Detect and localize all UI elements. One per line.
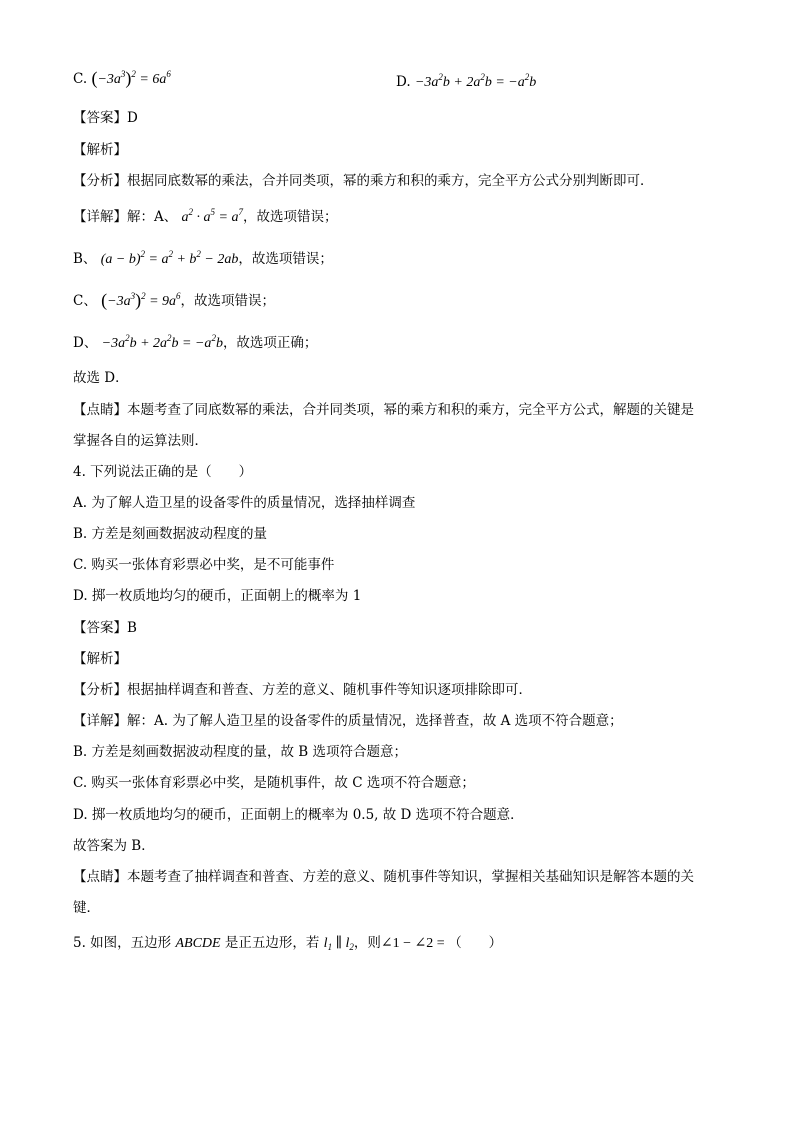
q3-option-c: C. $(-3a^3)^2 = 6a^6$ [73, 68, 171, 88]
q4-fenxi: 【分析】根据抽样调查和普查、方差的意义、随机事件等知识逐项排除即可． [73, 682, 532, 698]
q4-option-c: C. 购买一张体育彩票必中奖，是不可能事件 [73, 557, 335, 573]
q3-detail-b: B、 $(a - b)^2 = a^2 + b^2 - 2ab$，故选项错误； [73, 249, 333, 267]
q3-option-d-math: $-3a^2b + 2a^2b = -a^2b$ [414, 72, 537, 90]
q3-option-d: D. $-3a^2b + 2a^2b = -a^2b$ [396, 72, 537, 90]
q4-dianjing-line2: 键． [73, 900, 100, 916]
q4-option-b: B. 方差是刻画数据波动程度的量 [73, 526, 268, 542]
q5-stem: 5. 如图，五边形 ABCDE 是正五边形，若 $l_1$ ∥ $l_2$，则∠1 − ∠2 = （ ） [73, 935, 503, 952]
q3-answer: 【答案】D [73, 110, 138, 126]
q4-detail-line2: B. 方差是刻画数据波动程度的量，故 B 选项符合题意； [73, 744, 408, 760]
q4-option-d: D. 掷一枚质地均匀的硬币，正面朝上的概率为 1 [73, 588, 362, 604]
q3-detail-d: D、 $-3a^2b + 2a^2b = -a^2b$，故选项正确； [73, 333, 318, 351]
q3-option-c-math: $(-3a^3)^2 = 6a^6$ [91, 68, 171, 88]
q4-option-a: A. 为了解人造卫星的设备零件的质量情况，选择抽样调查 [73, 495, 416, 511]
q4-answer: 【答案】B [73, 620, 137, 636]
q4-detail-line4: D. 掷一枚质地均匀的硬币，正面朝上的概率为 0.5, 故 D 选项不符合题意． [73, 807, 524, 823]
q3-conclusion: 故选 D． [73, 370, 129, 386]
q4-analysis-heading: 【解析】 [73, 651, 127, 667]
q4-dianjing-line1: 【点睛】本题考查了抽样调查和普查、方差的意义、随机事件等知识，掌握相关基础知识是解答本题的关 [73, 869, 694, 885]
q4-detail-line5: 故答案为 B． [73, 838, 155, 854]
q3-analysis-heading: 【解析】 [73, 142, 127, 158]
q4-detail-line1: 【详解】解：A. 为了解人造卫星的设备零件的质量情况，选择普查，故 A 选项不符合题意； [73, 713, 623, 729]
q3-fenxi: 【分析】根据同底数幂的乘法，合并同类项，幂的乘方和积的乘方，完全平方公式分别判断即可． [73, 173, 654, 189]
q4-detail-line3: C. 购买一张体育彩票必中奖，是随机事件，故 C 选项不符合题意； [73, 775, 475, 791]
q4-stem: 4. 下列说法正确的是（ ） [73, 464, 253, 480]
q3-dianjing-line2: 掌握各自的运算法则． [73, 433, 208, 449]
q3-detail-c: C、 $(-3a^3)^2 = 9a^6$，故选项错误； [73, 290, 276, 310]
q3-dianjing-line1: 【点睛】本题考查了同底数幂的乘法，合并同类项，幂的乘方和积的乘方，完全平方公式，解题的关键是 [73, 402, 694, 418]
q3-detail-a: 【详解】解：A、 $a^2 \cdot a^5 = a^7$，故选项错误； [73, 207, 338, 225]
